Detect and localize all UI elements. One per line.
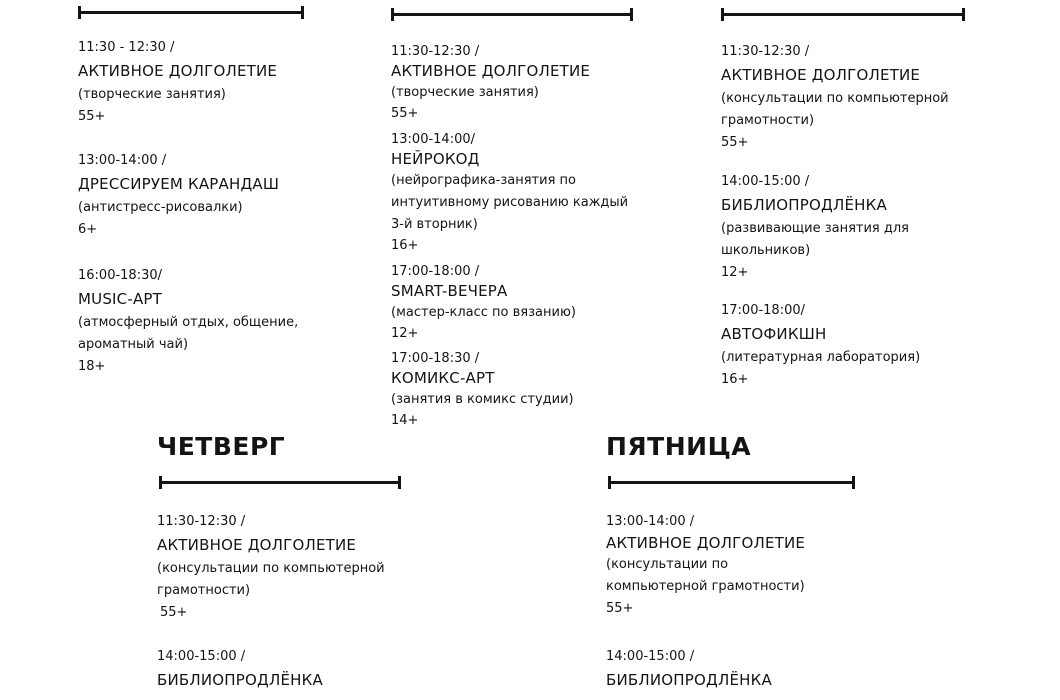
event-description: (нейрографика-занятия по <box>391 173 576 188</box>
wednesday-column <box>721 0 1051 400</box>
event-description: школьников) <box>721 243 811 258</box>
monday-divider <box>78 11 304 14</box>
event-time: 11:30-12:30 / <box>157 514 246 529</box>
event-title: АКТИВНОЕ ДОЛГОЛЕТИЕ <box>391 62 591 80</box>
monday-event <box>78 268 298 375</box>
wednesday-event <box>721 303 920 388</box>
tuesday-event <box>391 264 576 342</box>
event-description: (антистресс-рисовалки) <box>78 200 243 215</box>
friday-event <box>606 649 772 693</box>
day-heading: ПЯТНИЦА <box>606 432 752 461</box>
event-title: АВТОФИКШН <box>721 325 827 343</box>
event-description: грамотности) <box>721 113 815 128</box>
event-title: ДРЕССИРУЕМ КАРАНДАШ <box>78 175 280 193</box>
event-title: БИБЛИОПРОДЛЁНКА <box>157 671 323 689</box>
event-time: 14:00-15:00 / <box>606 649 695 664</box>
event-time: 14:00-15:00 / <box>157 649 246 664</box>
event-description: компьютерной грамотности) <box>606 579 805 594</box>
event-time: 14:00-15:00 / <box>721 174 810 189</box>
event-description: 3-й вторник) <box>391 217 478 232</box>
event-time: 13:00-14:00 / <box>78 153 167 168</box>
event-age: 55+ <box>606 601 634 616</box>
event-age: 55+ <box>78 109 106 124</box>
event-time: 13:00-14:00/ <box>391 132 475 147</box>
event-title: АКТИВНОЕ ДОЛГОЛЕТИЕ <box>78 62 278 80</box>
friday-divider <box>608 481 855 484</box>
wednesday-event <box>721 174 909 281</box>
tuesday-event <box>391 44 590 122</box>
event-age: 16+ <box>721 372 749 387</box>
tuesday-column <box>391 0 691 440</box>
event-description: (консультации по компьютерной <box>721 91 949 106</box>
event-title: БИБЛИОПРОДЛЁНКА <box>721 196 887 214</box>
tuesday-divider <box>391 13 633 16</box>
event-description: (консультации по <box>606 557 729 572</box>
event-time: 17:00-18:00 / <box>391 264 480 279</box>
event-description: (развивающие занятия для <box>721 221 909 236</box>
event-time: 17:00-18:00/ <box>721 303 805 318</box>
thursday-column <box>157 430 477 700</box>
monday-event <box>78 153 279 238</box>
event-age: 12+ <box>721 265 749 280</box>
event-age: 16+ <box>391 238 419 253</box>
event-description: интуитивному рисованию каждый <box>391 195 629 210</box>
event-time: 17:00-18:30 / <box>391 351 480 366</box>
event-title: БИБЛИОПРОДЛЁНКА <box>606 671 772 689</box>
event-title: MUSIC-АРТ <box>78 290 163 308</box>
event-time: 11:30-12:30 / <box>721 44 810 59</box>
event-title: АКТИВНОЕ ДОЛГОЛЕТИЕ <box>721 66 921 84</box>
event-description: грамотности) <box>157 583 251 598</box>
wednesday-event <box>721 44 949 151</box>
friday-column <box>606 430 936 700</box>
event-description: (литературная лаборатория) <box>721 350 921 365</box>
event-time: 11:30-12:30 / <box>391 44 480 59</box>
event-time: 13:00-14:00 / <box>606 514 695 529</box>
event-title: НЕЙРОКОД <box>391 150 480 168</box>
day-heading: ЧЕТВЕРГ <box>157 432 286 461</box>
event-title: АКТИВНОЕ ДОЛГОЛЕТИЕ <box>606 534 806 552</box>
event-age: 14+ <box>391 413 419 428</box>
thursday-divider <box>159 481 401 484</box>
event-age: 18+ <box>78 359 106 374</box>
event-age: 55+ <box>721 135 749 150</box>
event-description: (занятия в комикс студии) <box>391 392 574 407</box>
event-age: 6+ <box>78 222 98 237</box>
event-description: ароматный чай) <box>78 337 189 352</box>
event-age: 55+ <box>160 605 188 620</box>
tuesday-event <box>391 132 628 254</box>
event-title: SMART-ВЕЧЕРА <box>391 282 508 300</box>
thursday-event <box>157 514 385 621</box>
event-age: 55+ <box>391 106 419 121</box>
monday-event <box>78 40 277 125</box>
event-description: (атмосферный отдых, общение, <box>78 315 299 330</box>
thursday-event <box>157 649 323 693</box>
event-description: (творческие занятия) <box>78 87 226 102</box>
event-time: 16:00-18:30/ <box>78 268 162 283</box>
wednesday-divider <box>721 13 965 16</box>
event-title: АКТИВНОЕ ДОЛГОЛЕТИЕ <box>157 536 357 554</box>
tuesday-event <box>391 351 574 429</box>
event-description: (консультации по компьютерной <box>157 561 385 576</box>
event-time: 11:30 - 12:30 / <box>78 40 175 55</box>
event-title: КОМИКС-АРТ <box>391 369 495 387</box>
event-age: 12+ <box>391 326 419 341</box>
friday-event <box>606 514 805 617</box>
event-description: (мастер-класс по вязанию) <box>391 305 576 320</box>
event-description: (творческие занятия) <box>391 85 539 100</box>
